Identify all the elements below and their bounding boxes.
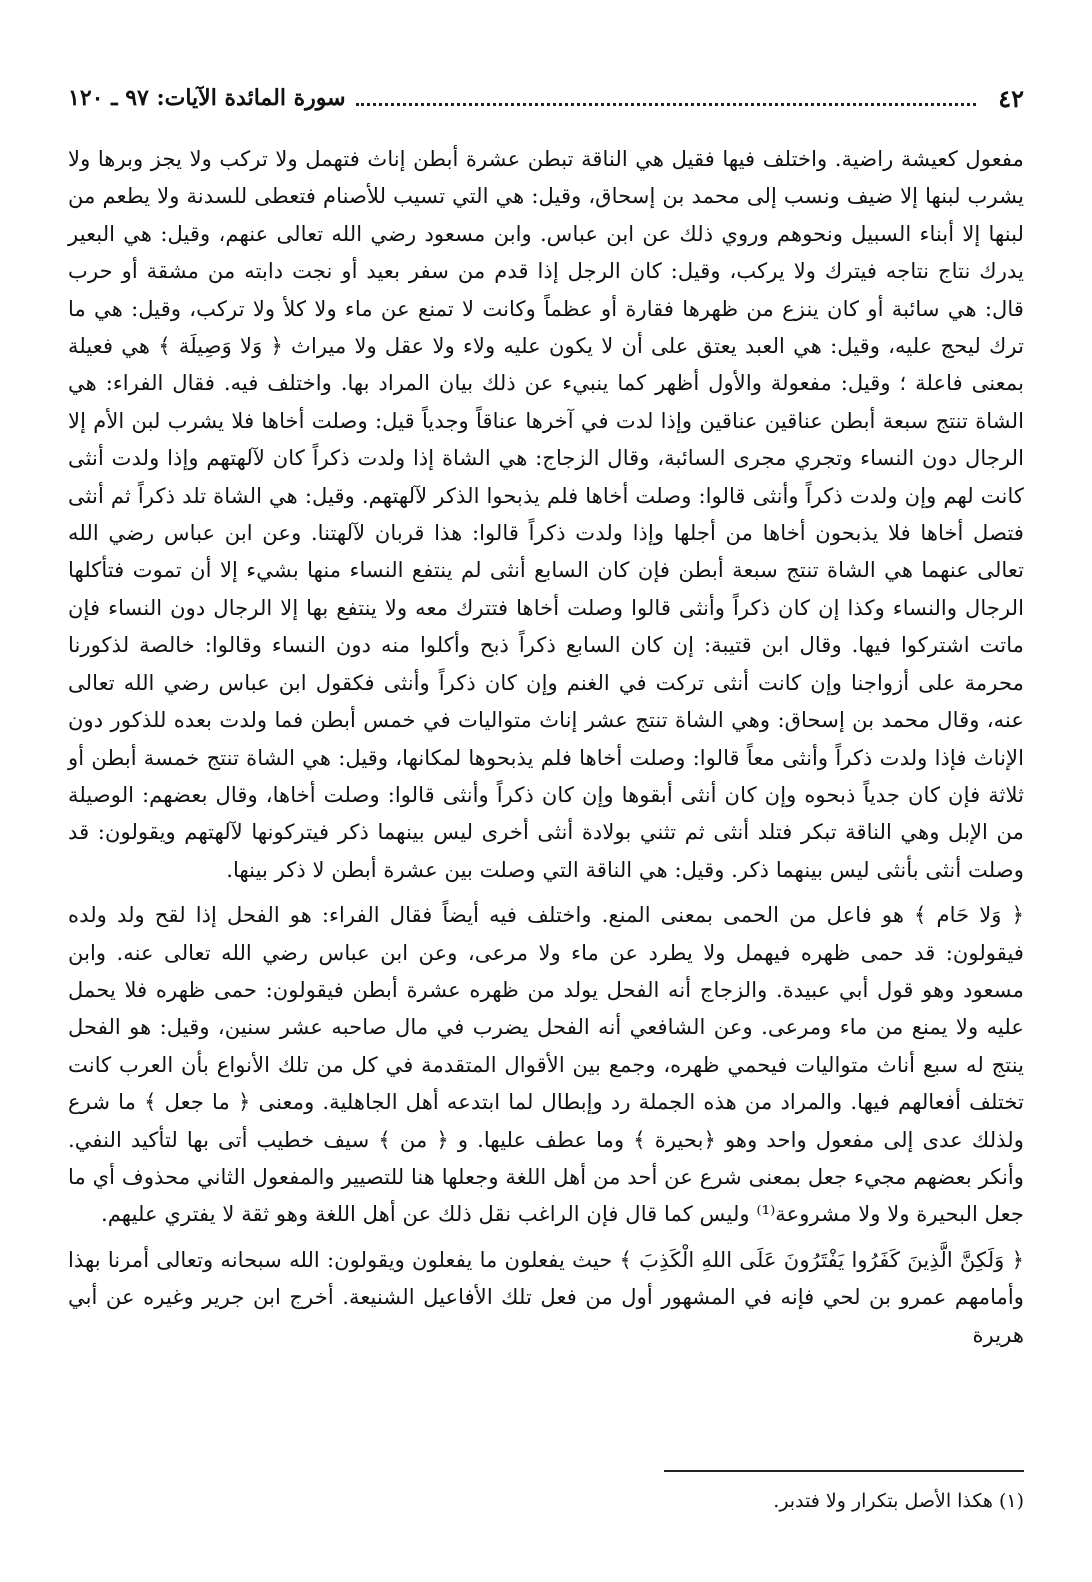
footnote: (١) هكذا الأصل بتكرار ولا فتدبر. [773, 1490, 1024, 1512]
footnote-divider [664, 1470, 1024, 1472]
page-number: ٤٢ [998, 83, 1024, 113]
header-dot-leader [356, 103, 977, 106]
running-title: سورة المائدة الآيات: ٩٧ ـ ١٢٠ [68, 85, 346, 111]
page-body [68, 140, 1024, 1361]
page-header [68, 78, 1024, 118]
paragraph-2: ﴿ وَلا حَام ﴾ هو فاعل من الحمى بمعنى المنع. واختلف فيه أيضاً فقال الفراء: هو الفحل إذا لقح ولد ولده فيقولون: قد حمى ظهره فيهمل ولا يطرد عن ماء ولا مرعى، وعن ابن عباس رضي الله تعالى عنه. وابن مسعود وهو قول أبي عبيدة. والزجاج أنه الفحل يولد من ظهره عشرة أبطن فيقولون: حمى ظهره فلا يحمل عليه ولا يمنع من ماء ومرعى. وعن الشافعي أنه الفحل يضرب في مال صاحبه عشر سنين، وقيل: هو الفحل ينتج له سبع أناث متواليات فيحمي ظهره، وجمع بين الأقوال المتقدمة في كل من تلك الأنواع بأن العرب كانت تختلف أفعالهم فيها. والمراد من هذه الجملة رد وإبطال لما ابتدعه أهل الجاهلية. ومعنى ﴿ ما جعل ﴾ ما شرع ولذلك عدى إلى مفعول واحد وهو ﴿بحيرة ﴾ وما عطف عليها. و ﴿ من ﴾ سيف خطيب أتى بها لتأكيد النفي. وأنكر بعضهم مجيء جعل بمعنى شرع عن أحد من أهل اللغة وجعلها هنا للتصيير والمفعول الثاني محذوف أي ما جعل البحيرة ولا ولا مشروعة⁽¹⁾ وليس كما قال فإن الراغب نقل ذلك عن أهل اللغة وهو ثقة لا يفتري عليهم. [68, 902, 1024, 1227]
paragraph-1: مفعول كعيشة راضية. واختلف فيها فقيل هي الناقة تبطن عشرة أبطن إناث فتهمل ولا تركب ولا يجز وبرها ولا يشرب لبنها إلا ضيف ونسب إلى محمد بن إسحاق، وقيل: هي التي تسيب للأصنام فتعطى للسدنة ولا يطعم من لبنها إلا أبناء السبيل ونحوهم وروي ذلك عن ابن عباس. وابن مسعود رضي الله تعالى عنهم، وقيل: هي البعير يدرك نتاج نتاجه فيترك ولا يركب، وقيل: كان الرجل إذا قدم من سفر بعيد أو نجت دابته من مشقة أو حرب قال: هي سائبة أو كان ينزع من ظهرها فقارة أو عظماً وكانت لا تمنع عن ماء ولا كلأ ولا تركب، وقيل: هي ما ترك ليحج عليه، وقيل: هي العبد يعتق على أن لا يكون عليه ولاء ولا عقل ولا ميراث ﴿ وَلا وَصِيلَة ﴾ هي فعيلة بمعنى فاعلة ؛ وقيل: مفعولة والأول أظهر كما ينبيء عن ذلك بيان المراد بها. واختلف فيه. فقال الفراء: هي الشاة تنتج سبعة أبطن عناقين عناقين وإذا لدت في آخرها عناقاً وجدياً قيل: وصلت أخاها فلا يشرب لبن الأم إلا الرجال دون النساء وتجري مجرى السائبة، وقال الزجاج: هي الشاة إذا ولدت ذكراً كان لآلهتهم وإذا ولدت أنثى كانت لهم وإن ولدت ذكراً وأنثى قالوا: وصلت أخاها فلم يذبحوا الذكر لآلهتهم. وقيل: هي الشاة تلد ذكراً ثم أنثى فتصل أخاها فلا يذبحون أخاها من أجلها وإذا ولدت ذكراً قالوا: هذا قربان لآلهتنا. وعن ابن عباس رضي الله تعالى عنهما هي الشاة تنتج سبعة أبطن فإن كان السابع أنثى لم ينتفع النساء منها بشيء إلا أن تموت فتأكلها الرجال والنساء وكذا إن كان ذكراً وأنثى قالوا وصلت أخاها فتترك معه ولا ينتفع بها إلا الرجال دون النساء فإن ماتت اشتركوا فيها. وقال ابن قتيبة: إن كان السابع ذكراً ذبح وأكلوا منه دون النساء وقالوا: خالصة لذكورنا محرمة على أزواجنا وإن كانت أنثى تركت في الغنم وإن كان ذكراً وأنثى فكقول ابن عباس رضي الله تعالى عنه، وقال محمد بن إسحاق: وهي الشاة تنتج عشر إناث متواليات في خمس أبطن فما ولدت بعده للذكور دون الإناث فإذا ولدت ذكراً وأنثى معاً قالوا: وصلت أخاها فلم يذبحوها لمكانها، وقيل: هي الشاة تنتج خمسة أبطن أو ثلاثة فإن كان جدياً ذبحوه وإن كان أنثى أبقوها وإن كان ذكراً وأنثى قالوا: وصلت أخاها، وقال بعضهم: الوصيلة من الإبل وهي الناقة تبكر فتلد أنثى ثم تثني بولادة أنثى أخرى ليس بينهما ذكر فيتركونها لآلهتهم ويقولون: قد وصلت أنثى بأنثى ليس بينهما ذكر. وقيل: هي الناقة التي وصلت بين عشرة أبطن لا ذكر بينها. [68, 146, 1024, 882]
paragraph-3: ﴿ وَلَكِنَّ الَّذِينَ كَفَرُوا يَفْتَرُونَ عَلَى اللهِ الْكَذِبَ ﴾ حيث يفعلون ما يفعلون ويقولون: الله سبحانه وتعالى أمرنا بهذا وأمامهم عمرو بن لحي فإنه في المشهور أول من فعل تلك الأفاعيل الشنيعة. أخرج ابن جرير وغيره عن أبي هريرة [68, 1246, 1024, 1347]
